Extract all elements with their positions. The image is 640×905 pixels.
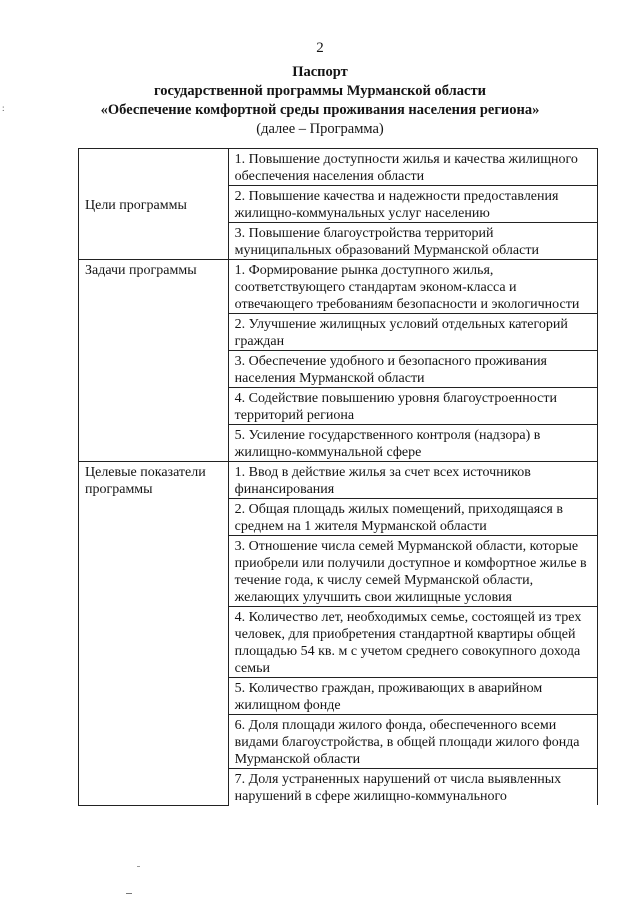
goal-item: 1. Повышение доступности жилья и качества жилищного обеспечения населения области <box>228 149 597 186</box>
section-label-indicators: Целевые показатели программы <box>79 462 229 806</box>
indicator-item: 5. Количество граждан, проживающих в аварийном жилищном фонде <box>228 678 597 715</box>
table-row <box>79 260 598 314</box>
section-label-tasks: Задачи программы <box>79 260 229 462</box>
goal-item: 3. Повышение благоустройства территорий муниципальных образований Мурманской области <box>228 223 597 260</box>
header-program-type: государственной программы Мурманской области <box>154 83 486 99</box>
indicator-item: 3. Отношение числа семей Мурманской области, которые приобрели или получили доступное и комфортное жилье в течение года, к числу семей Мурманской области, желающих улучшить свои жилищные условия <box>228 536 597 607</box>
margin-mark-icon: : <box>2 103 5 113</box>
document-header <box>60 63 580 139</box>
indicator-item: 7. Доля устраненных нарушений от числа выявленных нарушений в сфере жилищно-коммунального <box>228 769 597 806</box>
task-item: 2. Улучшение жилищных условий отдельных категорий граждан <box>228 314 597 351</box>
indicator-item: 6. Доля площади жилого фонда, обеспеченного всеми видами благоустройства, в общей площади жилого фонда Мурманской области <box>228 715 597 769</box>
section-label-goals: Цели программы <box>79 149 229 260</box>
goal-item: 2. Повышение качества и надежности предоставления жилищно-коммунальных услуг населению <box>228 186 597 223</box>
page-number: 2 <box>316 40 324 56</box>
task-item: 5. Усиление государственного контроля (надзора) в жилищно-коммунальной сфере <box>228 425 597 462</box>
indicator-item: 2. Общая площадь жилых помещений, приходящаяся в среднем на 1 жителя Мурманской области <box>228 499 597 536</box>
task-item: 1. Формирование рынка доступного жилья, соответствующего стандартам эконом-класса и отвечающего требованиям безопасности и экологичности <box>228 260 597 314</box>
task-item: 3. Обеспечение удобного и безопасного проживания населения Мурманской области <box>228 351 597 388</box>
scan-artifact <box>137 866 140 867</box>
table-row <box>79 462 598 499</box>
task-item: 4. Содействие повышению уровня благоустроенности территорий региона <box>228 388 597 425</box>
header-title: Паспорт <box>292 64 348 80</box>
passport-table <box>78 148 598 806</box>
table-row <box>79 149 598 186</box>
header-note: (далее – Программа) <box>256 121 384 137</box>
scan-artifact <box>126 893 132 894</box>
indicator-item: 4. Количество лет, необходимых семье, состоящей из трех человек, для приобретения стандартной квартиры общей площадью 54 кв. м с учетом среднего совокупного дохода семьи <box>228 607 597 678</box>
header-program-name: «Обеспечение комфортной среды проживания населения региона» <box>100 102 540 118</box>
indicator-item: 1. Ввод в действие жилья за счет всех источников финансирования <box>228 462 597 499</box>
